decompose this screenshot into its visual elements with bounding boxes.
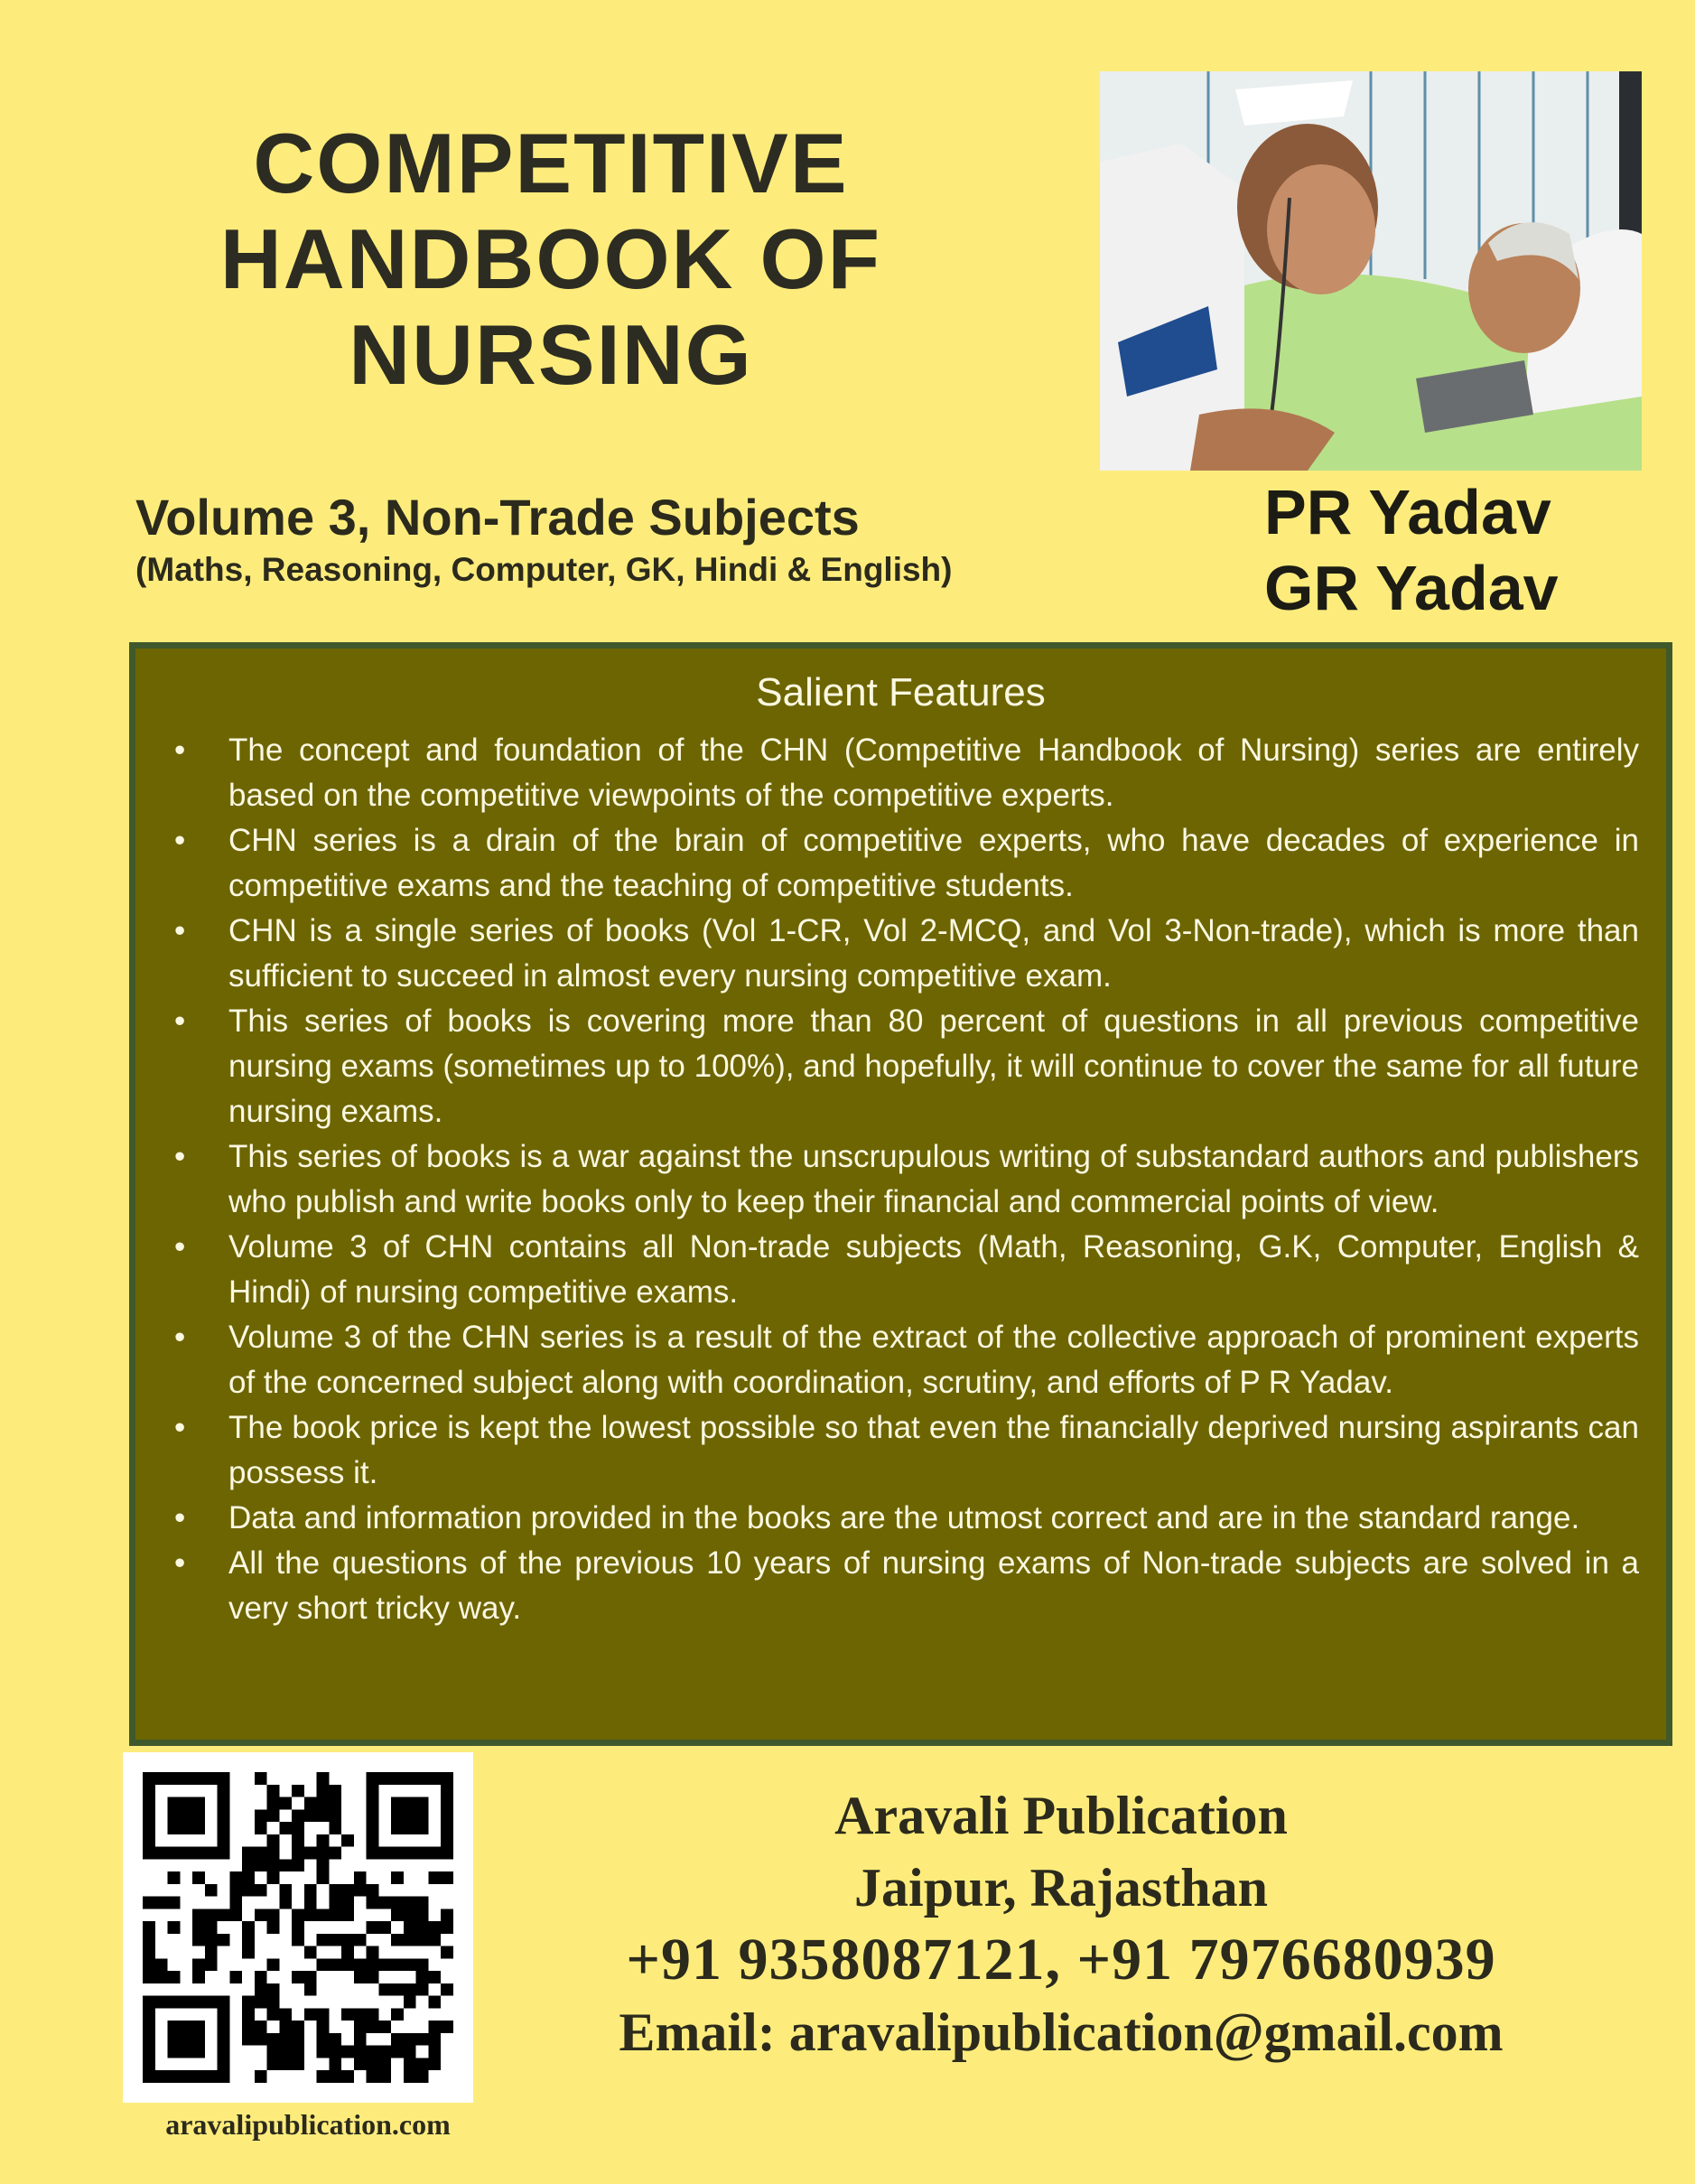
features-list (174, 728, 1639, 1631)
author-name: GR Yadav (1264, 553, 1559, 623)
publisher-info (506, 1779, 1616, 2068)
bullet-icon: • (174, 1139, 186, 1174)
bullet-icon: • (174, 823, 186, 858)
feature-item (174, 728, 1639, 818)
salient-features-box (129, 642, 1672, 1746)
nurse-patient-photo (1100, 71, 1642, 471)
feature-item (174, 1541, 1639, 1631)
features-heading: Salient Features (756, 670, 1046, 714)
feature-text: All the questions of the previous 10 years of nursing exams of Non-trade subjects are solved in a very short tricky way. (228, 1545, 1639, 1626)
publisher-location: Jaipur, Rajasthan (854, 1858, 1268, 1918)
feature-text: The concept and foundation of the CHN (Competitive Handbook of Nursing) series are entirely based on the competitive viewpoints of the competitive experts. (228, 733, 1639, 813)
publisher-email[interactable]: Email: aravalipublication@gmail.com (619, 2002, 1504, 2062)
title-line: COMPETITIVE (253, 116, 849, 210)
bullet-icon: • (174, 1320, 186, 1355)
bullet-icon: • (174, 913, 186, 948)
website-link[interactable]: aravalipublication.com (165, 2108, 451, 2141)
feature-item (174, 1496, 1639, 1541)
book-title (135, 116, 966, 403)
feature-item (174, 1225, 1639, 1315)
title-line: NURSING (349, 307, 753, 402)
feature-item (174, 909, 1639, 999)
volume-title: Volume 3, Non-Trade Subjects (135, 489, 860, 546)
bullet-icon: • (174, 1003, 186, 1039)
publisher-phones: +91 9358087121, +91 7976680939 (626, 1927, 1496, 1993)
feature-item (174, 1134, 1639, 1225)
bullet-icon: • (174, 1545, 186, 1581)
feature-text: Volume 3 of the CHN series is a result of the extract of the collective approach of prominent experts of the concerned subject along with coordination, scrutiny, and efforts of P R Yadav. (228, 1320, 1639, 1400)
feature-text: This series of books is covering more than 80 percent of questions in all previous competitive nursing exams (sometimes up to 100%), and hopefully, it will continue to cover the same for all future nursing exams. (228, 1003, 1639, 1129)
bullet-icon: • (174, 733, 186, 768)
feature-item (174, 999, 1639, 1134)
feature-text: The book price is kept the lowest possible so that even the financially deprived nursing aspirants can possess it. (228, 1410, 1639, 1490)
feature-item (174, 1315, 1639, 1405)
feature-text: CHN series is a drain of the brain of competitive experts, who have decades of experience in competitive exams and the teaching of competitive students. (228, 823, 1639, 903)
title-line: HANDBOOK OF (219, 211, 882, 306)
feature-text: Volume 3 of CHN contains all Non-trade subjects (Math, Reasoning, G.K, Computer, English & Hindi) of nursing competitive exams. (228, 1229, 1639, 1310)
publisher-name: Aravali Publication (834, 1786, 1288, 1845)
bullet-icon: • (174, 1500, 186, 1535)
volume-subjects: (Maths, Reasoning, Computer, GK, Hindi & English) (135, 551, 953, 588)
feature-item (174, 1405, 1639, 1496)
feature-text: CHN is a single series of books (Vol 1-CR, Vol 2-MCQ, and Vol 3-Non-trade), which is more than sufficient to succeed in almost every nursing competitive exam. (228, 913, 1639, 994)
qr-code[interactable] (123, 1752, 473, 2103)
feature-text: Data and information provided in the books are the utmost correct and are in the standard range. (228, 1500, 1580, 1535)
bullet-icon: • (174, 1229, 186, 1265)
feature-text: This series of books is a war against the unscrupulous writing of substandard authors and publishers who publish and write books only to keep their financial and commercial points of view. (228, 1139, 1639, 1219)
authors (1264, 474, 1559, 626)
author-name: PR Yadav (1264, 477, 1551, 547)
bullet-icon: • (174, 1410, 186, 1445)
feature-item (174, 818, 1639, 909)
